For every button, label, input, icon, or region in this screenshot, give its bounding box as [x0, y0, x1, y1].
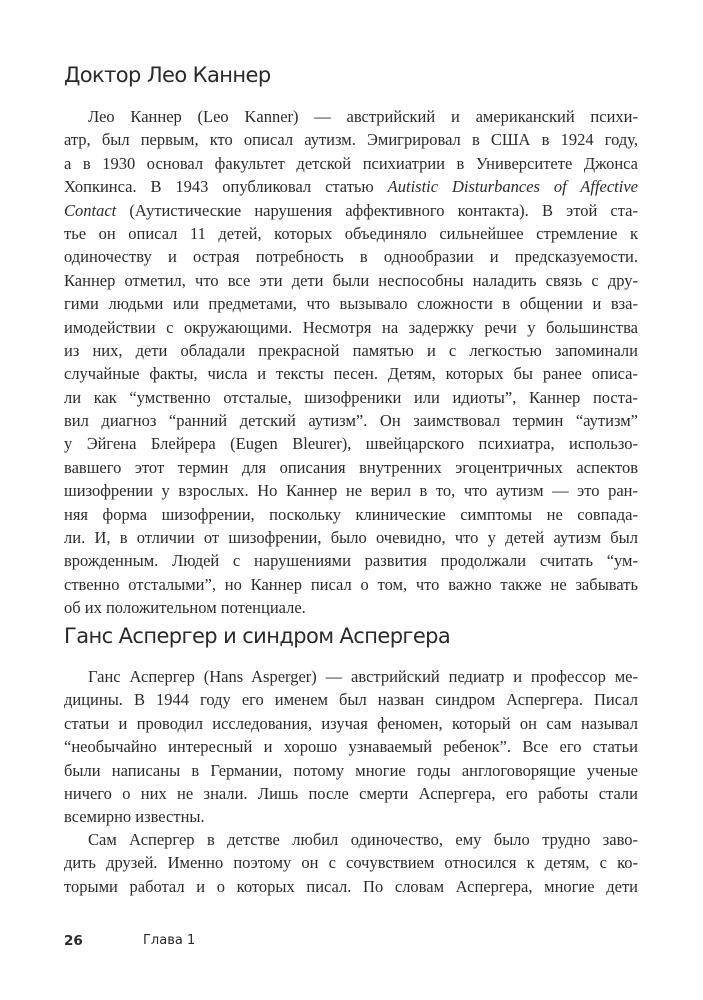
text-line: торыми работал и о которых писал. По словам Аспергера, многие дети	[64, 876, 638, 896]
text-line: ничего о них не знали. Лишь после смерти Аспергера, его работы стали	[64, 783, 638, 803]
text-line: об их положительном потенциале.	[64, 598, 306, 618]
text-line: гими людьми или предметами, что вызывало сложности в общении и вза-	[64, 294, 638, 314]
text-line: шизофрении у взрослых. Но Каннер не верил в то, что аутизм — это ран-	[64, 481, 638, 501]
text-line: дить друзей. Именно поэтому он с сочувствием относился к детям, с ко-	[64, 853, 638, 873]
text-line: имодействии с окружающими. Несмотря на задержку речи у большинства	[64, 317, 638, 337]
text-line: Лео Каннер (Leo Kanner) — австрийский и американский психи-	[88, 107, 638, 126]
section-heading-asperger: Ганс Аспергер и синдром Аспергера	[64, 624, 451, 648]
paragraph-asperger-2	[64, 828, 638, 898]
text-line: вил диагноз “ранний детский аутизм”. Он заимствовал термин “аутизм”	[64, 411, 638, 431]
text-line: всемирно известны.	[64, 807, 205, 827]
text-line: ли. И, в отличии от шизофрении, было очевидно, что у детей аутизм был	[64, 528, 638, 548]
text-line: Каннер отметил, что все эти дети были неспособны наладить связь с дру-	[64, 270, 638, 290]
text-line: тье он описал 11 детей, которых объединяло сильнейшее стремление к	[64, 223, 638, 243]
chapter-label: Глава 1	[143, 933, 196, 948]
text-line: Ганс Аспергер (Hans Asperger) — австрийский педиатр и профессор ме-	[88, 667, 638, 686]
text-line: Contact (Аутистические нарушения аффективного контакта). В этой ста-	[64, 200, 638, 220]
section-heading-kanner: Доктор Лео Каннер	[64, 63, 271, 87]
text-line: а в 1930 основал факультет детской психиатрии в Университете Джонса	[64, 153, 638, 173]
text-line: из них, дети обладали прекрасной памятью и с легкостью запоминали	[64, 340, 638, 360]
page-number: 26	[64, 933, 83, 949]
text-line: были написаны в Германии, потому многие годы англоговорящие ученые	[64, 760, 638, 780]
article-title: Contact	[64, 200, 117, 220]
text-line: няя форма шизофрении, поскольку клинические симптомы не совпада-	[64, 504, 638, 524]
text-line: вавшего этот термин для описания внутренних эгоцентричных аспектов	[64, 457, 638, 477]
text-line: дицины. В 1944 году его именем был назван синдром Аспергера. Писал	[64, 690, 638, 710]
text-line: случайные факты, числа и тексты песен. Детям, которых бы ранее описа-	[64, 364, 638, 384]
text-line: врожденным. Людей с нарушениями развития продолжали считать “ум-	[64, 551, 638, 571]
article-title: Autistic Disturbances of Affective	[387, 177, 638, 197]
text-line: Сам Аспергер в детстве любил одиночество, ему было трудно заво-	[88, 830, 638, 849]
text-line: статьи и проводил исследования, изучая феномен, который он сам называл	[64, 713, 638, 733]
text-line: атр, был первым, кто описал аутизм. Эмигрировал в США в 1924 году,	[64, 130, 638, 150]
text-line: ственно отсталыми”, но Каннер писал о том, что важно также не забывать	[64, 574, 638, 594]
text-line: у Эйгена Блейрера (Eugen Bleurer), швейцарского психиатра, использо-	[64, 434, 638, 454]
paragraph-kanner	[64, 105, 638, 620]
text-line: Хопкинса. В 1943 опубликовал статью Autistic Disturbances of Affective	[64, 177, 638, 197]
paragraph-asperger-1	[64, 665, 638, 829]
text-line: ли как “умственно отсталые, шизофреники или идиоты”, Каннер поста-	[64, 387, 638, 407]
text-line: одиночеству и острая потребность в однообразии и предсказуемости.	[64, 247, 638, 267]
text-line: “необычайно интересный и хорошо узнаваемый ребенок”. Все его статьи	[64, 737, 638, 757]
